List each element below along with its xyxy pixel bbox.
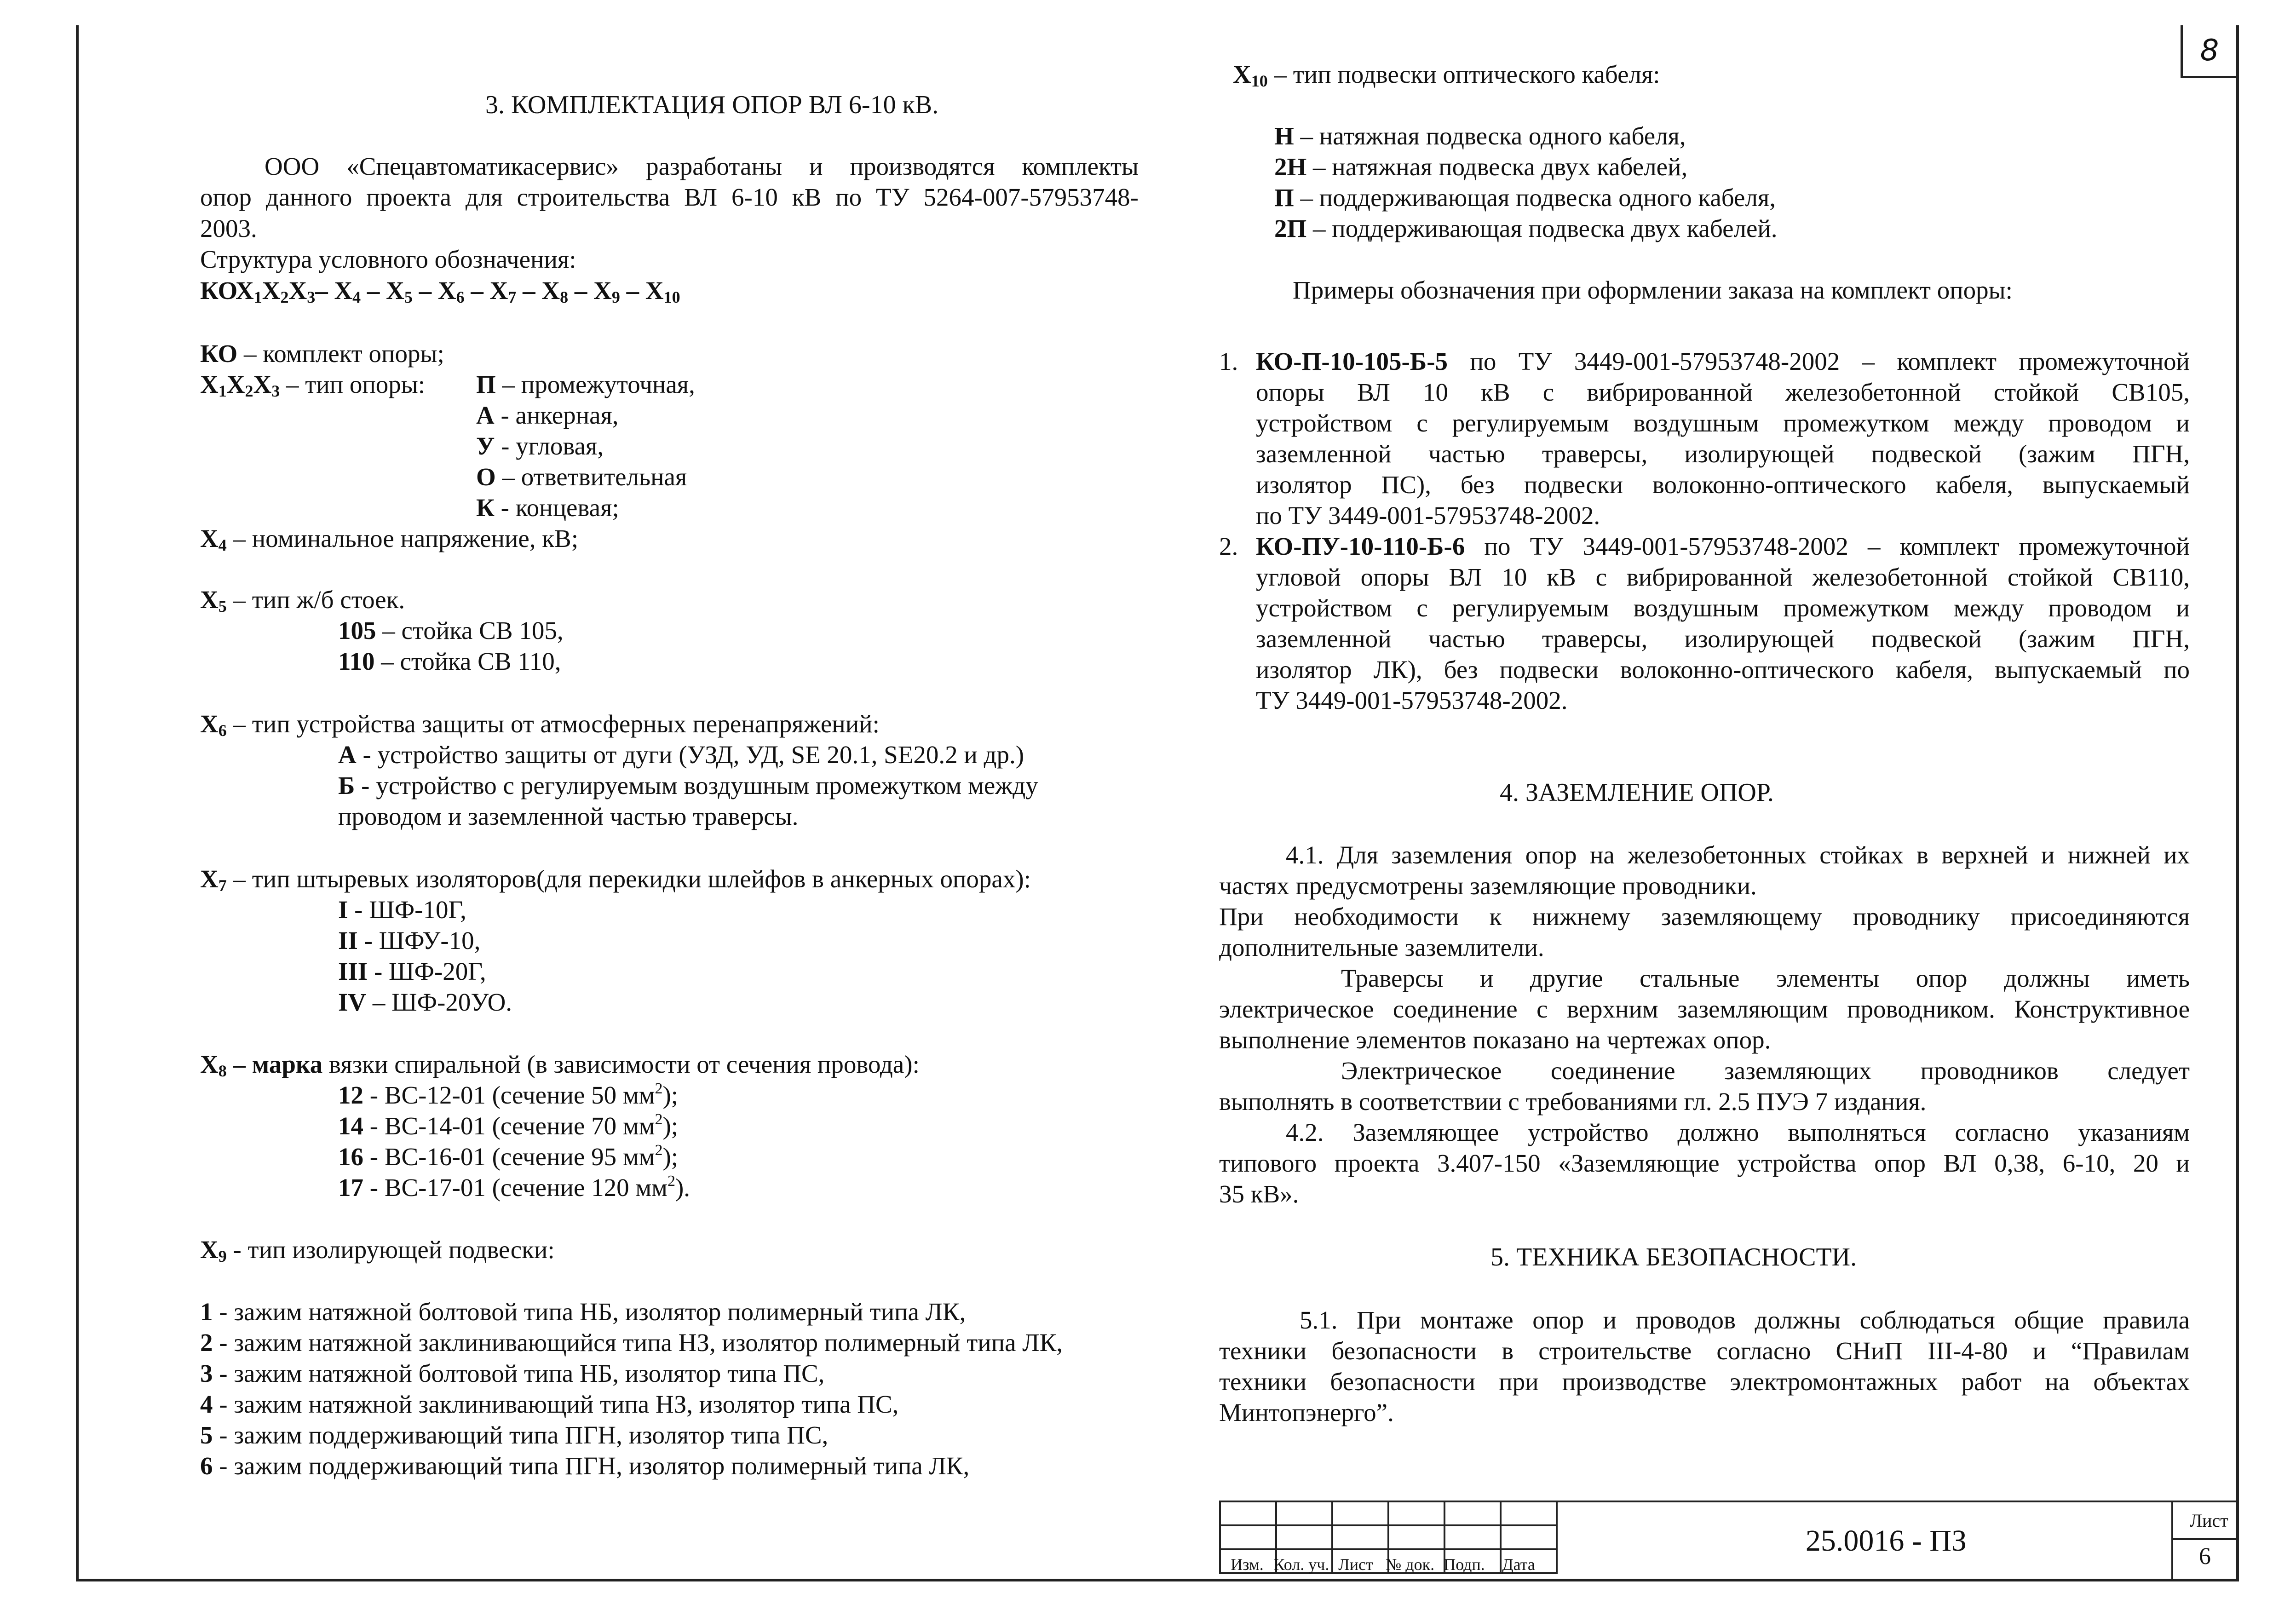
opora-item: О – ответвительная [476, 463, 687, 491]
stamp-label-list: Лист [1338, 1555, 1373, 1574]
example-1-line-6: по ТУ 3449-001-57953748-2002. [1256, 501, 1600, 529]
vyazka-item: 17 - ВС-17-01 (сечение 120 $мм^2$). [338, 1173, 691, 1202]
example-2-line-2: угловой опоры ВЛ 10 кВ с вибрированной железобетонной стойкой СВ110, [1256, 563, 2190, 591]
opora-item: У - угловая, [476, 432, 604, 460]
structure-formula: $КОХ_1Х_2Х_3-$ $Х_4 - Х_5 - Х_6 - Х_7 - Х_8 - Х_9 - Х_{10}$ [200, 276, 680, 306]
sheet-number: 6 [2199, 1543, 2211, 1570]
example-1-line-4: заземленной частью траверсы, изолирующей подвеской (зажим ПГН, [1256, 440, 2190, 468]
p41-line-7: выполнение элементов показано на чертежах опор. [1219, 1026, 1771, 1054]
x8-definition: $Х_8$ – марка вязки спиральной (в зависимости от сечения провода): [200, 1050, 920, 1080]
x10-definition: $Х_{10}$ – тип подвески оптического кабеля: [1233, 60, 1660, 90]
p41-line-9: выполнять в соответствии с требованиями гл. 2.5 ПУЭ 7 издания. [1219, 1087, 1927, 1116]
podveska-item: 1 - зажим натяжной болтовой типа НБ, изолятор полимерный типа ЛК, [200, 1298, 966, 1326]
x6-option-b-cont: проводом и заземленной частью траверсы. [338, 802, 799, 830]
examples-title: Примеры обозначения при оформлении заказа на комплект опоры: [1293, 276, 2013, 304]
x5-definition: $Х_5$ – тип ж/б стоек. [200, 586, 405, 615]
sheet-label: Лист [2190, 1510, 2228, 1531]
x7-definition: $Х_7$ – тип штыревых изоляторов(для перекидки шлейфов в анкерных опорах): [200, 865, 1031, 895]
izolyator-item: I - ШФ-10Г, [338, 896, 466, 924]
p42-line-1: 4.2. Заземляющее устройство должно выполняться согласно указаниям [1286, 1118, 2190, 1146]
x123-definition: $Х_1Х_2Х_3$ – тип опоры: [200, 370, 426, 400]
section-5-title: 5. ТЕХНИКА БЕЗОПАСНОСТИ. [1490, 1243, 1857, 1271]
stamp-list-hline [2171, 1538, 2236, 1540]
example-1-line-5: изолятор ПС), без подвески волоконно-оптического кабеля, выпускаемый [1256, 471, 2190, 499]
document-number: 25.0016 - ПЗ [1805, 1524, 1967, 1558]
stamp-label-izm: Изм. [1231, 1555, 1264, 1574]
opt-item: 2П – поддерживающая подвеска двух кабелей. [1274, 214, 1778, 242]
izolyator-item: II - ШФУ-10, [338, 926, 481, 954]
p41-line-5: Траверсы и другие стальные элементы опор должны иметь [1341, 964, 2190, 992]
p42-line-2: типового проекта 3.407-150 «Заземляющие устройства опор ВЛ 0,38, 6-10, 20 и [1219, 1149, 2190, 1177]
structure-label: Структура условного обозначения: [200, 245, 576, 273]
ko-definition [200, 338, 444, 369]
example-2-line-3: устройством с регулируемым воздушным промежутком между проводом и [1256, 594, 2190, 622]
x4-definition: $Х_4$ – номинальное напряжение, кВ; [200, 524, 578, 554]
izolyator-item: III - ШФ-20Г, [338, 957, 486, 985]
example-1-line-3: устройством с регулируемым воздушным промежутком между проводом и [1256, 409, 2190, 437]
stamp-top-border [1219, 1501, 2236, 1502]
x123-desc: – тип опоры: [280, 370, 426, 398]
vyazka-item: 12 - ВС-12-01 (сечение 50 $мм^2$); [338, 1080, 679, 1109]
intro-line-2: опор данного проекта для строительства ВЛ 6-10 кВ по ТУ 5264-007-57953748- [200, 183, 1139, 211]
intro-line-1: ООО «Спецавтоматикасервис» разработаны и производятся комплекты [265, 152, 1139, 180]
x9-definition: $Х_9$ - тип изолирующей подвески: [200, 1236, 555, 1265]
p41-line-4: дополнительные заземлители. [1219, 933, 1544, 961]
podveska-item: 6 - зажим поддерживающий типа ПГН, изолятор полимерный типа ЛК, [200, 1452, 970, 1480]
vyazka-item: 14 - ВС-14-01 (сечение 70 $мм^2$); [338, 1111, 679, 1140]
opora-item: К - концевая; [476, 494, 619, 522]
vyazka-item: 16 - ВС-16-01 (сечение 95 $мм^2$); [338, 1142, 679, 1171]
opora-item: П – промежуточная, [476, 370, 695, 398]
frame-right-border [2236, 25, 2239, 1581]
stamp-label-doc-num: № док. [1385, 1555, 1435, 1574]
stamp-label-data: Дата [1502, 1555, 1535, 1574]
p51-line-1: 5.1. При монтаже опор и проводов должны соблюдаться общие правила [1300, 1306, 2190, 1334]
p51-line-2: техники безопасности в строительстве согласно СНиП III-4-80 и “Правилам [1219, 1337, 2190, 1365]
example-2-line-1: КО-ПУ-10-110-Б-6 по ТУ 3449-001-57953748-2002 – комплект промежуточной [1256, 532, 2190, 560]
opt-item: Н – натяжная подвеска одного кабеля, [1274, 122, 1686, 150]
p41-line-6: электрическое соединение с верхним заземляющим проводником. Конструктивное [1219, 995, 2190, 1023]
p41-line-3: При необходимости к нижнему заземляющему проводнику присоединяются [1219, 903, 2190, 931]
title-block-stamp [1219, 1501, 2236, 1581]
podveska-item: 2 - зажим натяжной заклинивающийся типа НЗ, изолятор полимерный типа ЛК, [200, 1328, 1063, 1357]
stoyka-item: 105 – стойка СВ 105, [338, 616, 564, 644]
example-2-number: 2. [1219, 532, 1238, 560]
p41-line-1: 4.1. Для заземления опор на железобетонных стойках в верхней и нижней их [1286, 841, 2190, 869]
podveska-item: 5 - зажим поддерживающий типа ПГН, изолятор типа ПС, [200, 1421, 829, 1449]
opora-item: А - анкерная, [476, 401, 619, 429]
stamp-label-podp: Подп. [1444, 1555, 1485, 1574]
p51-line-3: техники безопасности при производстве электромонтажных работ на объектах [1219, 1368, 2190, 1396]
p42-line-3: 35 кВ». [1219, 1180, 1299, 1208]
section-3-title: 3. КОМПЛЕКТАЦИЯ ОПОР ВЛ 6-10 кВ. [485, 91, 939, 119]
podveska-item: 4 - зажим натяжной заклинивающий типа НЗ, изолятор типа ПС, [200, 1390, 899, 1418]
x6-definition: $Х_6$ – тип устройства защиты от атмосферных перенапряжений: [200, 710, 880, 740]
opt-item: П – поддерживающая подвеска одного кабеля, [1274, 184, 1776, 212]
example-1-line-2: опоры ВЛ 10 кВ с вибрированной железобетонной стойкой СВ105, [1256, 378, 2190, 406]
intro-line-3: 2003. [200, 214, 257, 242]
izolyator-item: IV – ШФ-20УО. [338, 988, 512, 1016]
frame-left-border [76, 25, 79, 1581]
stoyka-item: 110 – стойка СВ 110, [338, 647, 561, 675]
ko-term: КО [200, 339, 238, 368]
section-4-title: 4. ЗАЗЕМЛЕНИЕ ОПОР. [1500, 778, 1774, 807]
example-2-line-6: ТУ 3449-001-57953748-2002. [1256, 686, 1568, 714]
example-1-number: 1. [1219, 347, 1238, 375]
example-2-line-5: изолятор ЛК), без подвески волоконно-оптического кабеля, выпускаемый по [1256, 656, 2190, 684]
example-1-line-1: КО-П-10-105-Б-5 по ТУ 3449-001-57953748-2002 – комплект промежуточной [1256, 347, 2190, 375]
example-2-line-4: заземленной частью траверсы, изолирующей подвеской (зажим ПГН, [1256, 625, 2190, 653]
p51-line-4: Минтопэнерго”. [1219, 1398, 1394, 1426]
x6-option-a: А - устройство защиты от дуги (УЗД, УД, SE 20.1, SE20.2 и др.) [338, 741, 1024, 769]
x6-option-b: Б - устройство с регулируемым воздушным промежутком между [338, 771, 1038, 799]
podveska-item: 3 - зажим натяжной болтовой типа НБ, изолятор типа ПС, [200, 1359, 825, 1387]
opt-item: 2Н – натяжная подвеска двух кабелей, [1274, 153, 1688, 181]
stamp-label-kol-uch: Кол. уч. [1273, 1555, 1329, 1574]
p41-line-2: частях предусмотрены заземляющие проводники. [1219, 872, 1757, 900]
ko-desc: – комплект опоры; [237, 339, 444, 368]
sheet-number-handwritten: 8 [2181, 25, 2236, 78]
p41-line-8: Электрическое соединение заземляющих проводников следует [1341, 1057, 2190, 1085]
